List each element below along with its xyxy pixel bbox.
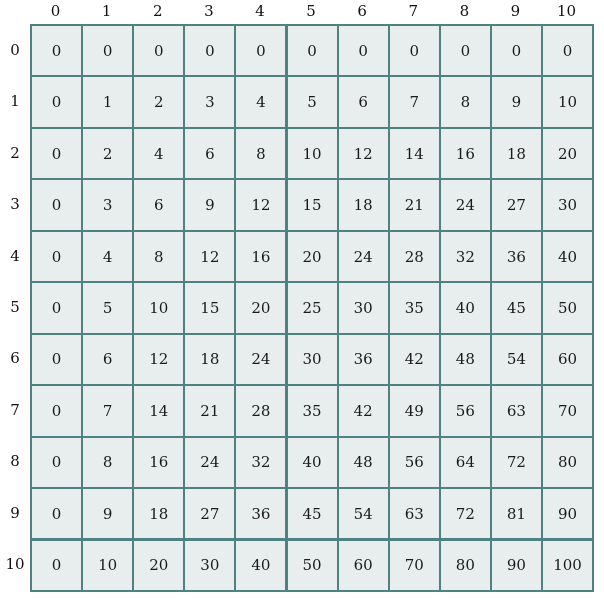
table-cell: 9: [183, 178, 236, 231]
table-cell: 49: [388, 384, 441, 437]
table-cell: 24: [234, 333, 287, 386]
table-cell: 0: [30, 127, 83, 180]
table-cell: 0: [30, 384, 83, 437]
table-cell: 18: [132, 487, 185, 540]
table-cell: 64: [439, 436, 492, 489]
table-cell: 8: [234, 127, 287, 180]
table-cell: 7: [81, 384, 134, 437]
table-cell: 30: [286, 333, 339, 386]
table-cell: 10: [541, 75, 594, 128]
table-cell: 50: [286, 539, 339, 592]
row-header-7: 7: [10, 400, 20, 419]
table-cell: 35: [388, 281, 441, 334]
table-cell: 10: [286, 127, 339, 180]
table-cell: 16: [132, 436, 185, 489]
table-cell: 0: [30, 539, 83, 592]
row-header-1: 1: [10, 92, 20, 111]
table-cell: 10: [81, 539, 134, 592]
table-cell: 20: [541, 127, 594, 180]
row-header-4: 4: [10, 246, 20, 265]
table-cell: 80: [541, 436, 594, 489]
table-cell: 4: [132, 127, 185, 180]
table-cell: 100: [541, 539, 594, 592]
table-cell: 16: [234, 230, 287, 283]
column-header-3: 3: [204, 2, 214, 20]
table-cell: 1: [81, 75, 134, 128]
table-cell: 14: [388, 127, 441, 180]
table-cell: 24: [337, 230, 390, 283]
table-cell: 21: [183, 384, 236, 437]
table-cell: 6: [183, 127, 236, 180]
table-cell: 0: [439, 24, 492, 77]
table-cell: 15: [183, 281, 236, 334]
table-cell: 18: [337, 178, 390, 231]
table-cell: 18: [490, 127, 543, 180]
row-header-2: 2: [10, 143, 20, 162]
table-cell: 4: [81, 230, 134, 283]
table-cell: 80: [439, 539, 492, 592]
table-cell: 72: [490, 436, 543, 489]
column-header-6: 6: [357, 2, 367, 20]
table-cell: 70: [388, 539, 441, 592]
row-header-5: 5: [10, 297, 20, 316]
table-cell: 12: [132, 333, 185, 386]
table-cell: 48: [337, 436, 390, 489]
table-cell: 0: [30, 333, 83, 386]
table-cell: 56: [439, 384, 492, 437]
row-header-3: 3: [10, 195, 20, 214]
table-cell: 36: [337, 333, 390, 386]
row-header-8: 8: [10, 452, 20, 471]
table-cell: 8: [81, 436, 134, 489]
table-cell: 30: [337, 281, 390, 334]
table-cell: 0: [388, 24, 441, 77]
table-cell: 36: [234, 487, 287, 540]
table-cell: 6: [132, 178, 185, 231]
table-cell: 50: [541, 281, 594, 334]
table-cell: 56: [388, 436, 441, 489]
table-cell: 3: [183, 75, 236, 128]
table-cell: 0: [132, 24, 185, 77]
table-cell: 32: [234, 436, 287, 489]
table-cell: 32: [439, 230, 492, 283]
column-header-7: 7: [408, 2, 419, 20]
table-cell: 6: [81, 333, 134, 386]
table-cell: 9: [81, 487, 134, 540]
table-cell: 40: [234, 539, 287, 592]
table-cell: 20: [132, 539, 185, 592]
table-cell: 30: [183, 539, 236, 592]
column-header-0: 0: [50, 2, 61, 20]
table-cell: 40: [286, 436, 339, 489]
table-cell: 45: [490, 281, 543, 334]
table-cell: 42: [388, 333, 441, 386]
table-cell: 0: [30, 230, 83, 283]
column-header-5: 5: [306, 2, 316, 20]
table-cell: 27: [183, 487, 236, 540]
table-cell: 90: [490, 539, 543, 592]
row-header-10: 10: [5, 555, 25, 574]
table-cell: 0: [490, 24, 543, 77]
column-header-8: 8: [459, 2, 470, 20]
row-header-0: 0: [10, 40, 20, 59]
table-cell: 21: [388, 178, 441, 231]
column-header-4: 4: [255, 2, 265, 20]
table-cell: 15: [286, 178, 339, 231]
table-cell: 36: [490, 230, 543, 283]
table-cell: 10: [132, 281, 185, 334]
table-cell: 3: [81, 178, 134, 231]
table-cell: 70: [541, 384, 594, 437]
column-header-9: 9: [510, 2, 521, 20]
table-cell: 20: [234, 281, 287, 334]
table-cell: 8: [132, 230, 185, 283]
table-cell: 12: [234, 178, 287, 231]
table-cell: 8: [439, 75, 492, 128]
table-cell: 0: [541, 24, 594, 77]
table-cell: 0: [337, 24, 390, 77]
column-header-1: 1: [101, 2, 112, 20]
table-cell: 0: [30, 75, 83, 128]
table-cell: 81: [490, 487, 543, 540]
table-cell: 90: [541, 487, 594, 540]
table-cell: 40: [439, 281, 492, 334]
table-cell: 0: [81, 24, 134, 77]
row-header-9: 9: [10, 503, 20, 522]
table-cell: 35: [286, 384, 339, 437]
table-cell: 42: [337, 384, 390, 437]
table-cell: 24: [439, 178, 492, 231]
table-cell: 7: [388, 75, 441, 128]
table-cell: 0: [234, 24, 287, 77]
column-header-10: 10: [557, 2, 577, 20]
table-cell: 0: [30, 436, 83, 489]
table-cell: 5: [81, 281, 134, 334]
table-cell: 12: [183, 230, 236, 283]
table-cell: 30: [541, 178, 594, 231]
table-grid: [30, 24, 592, 590]
table-cell: 0: [30, 24, 83, 77]
table-cell: 0: [30, 487, 83, 540]
table-cell: 40: [541, 230, 594, 283]
table-cell: 63: [388, 487, 441, 540]
table-cell: 60: [337, 539, 390, 592]
table-cell: 0: [286, 24, 339, 77]
table-cell: 25: [286, 281, 339, 334]
table-cell: 5: [286, 75, 339, 128]
row-header-6: 6: [10, 349, 20, 368]
table-cell: 18: [183, 333, 236, 386]
table-cell: 27: [490, 178, 543, 231]
table-cell: 12: [337, 127, 390, 180]
table-cell: 2: [81, 127, 134, 180]
table-cell: 20: [286, 230, 339, 283]
table-cell: 24: [183, 436, 236, 489]
table-cell: 72: [439, 487, 492, 540]
table-cell: 9: [490, 75, 543, 128]
table-cell: 54: [337, 487, 390, 540]
table-cell: 60: [541, 333, 594, 386]
table-cell: 14: [132, 384, 185, 437]
table-cell: 6: [337, 75, 390, 128]
table-cell: 0: [183, 24, 236, 77]
table-cell: 2: [132, 75, 185, 128]
column-header-2: 2: [152, 2, 163, 20]
table-cell: 45: [286, 487, 339, 540]
table-cell: 4: [234, 75, 287, 128]
table-cell: 48: [439, 333, 492, 386]
table-cell: 63: [490, 384, 543, 437]
table-cell: 0: [30, 281, 83, 334]
table-cell: 54: [490, 333, 543, 386]
table-cell: 0: [30, 178, 83, 231]
table-cell: 16: [439, 127, 492, 180]
table-cell: 28: [234, 384, 287, 437]
table-cell: 28: [388, 230, 441, 283]
